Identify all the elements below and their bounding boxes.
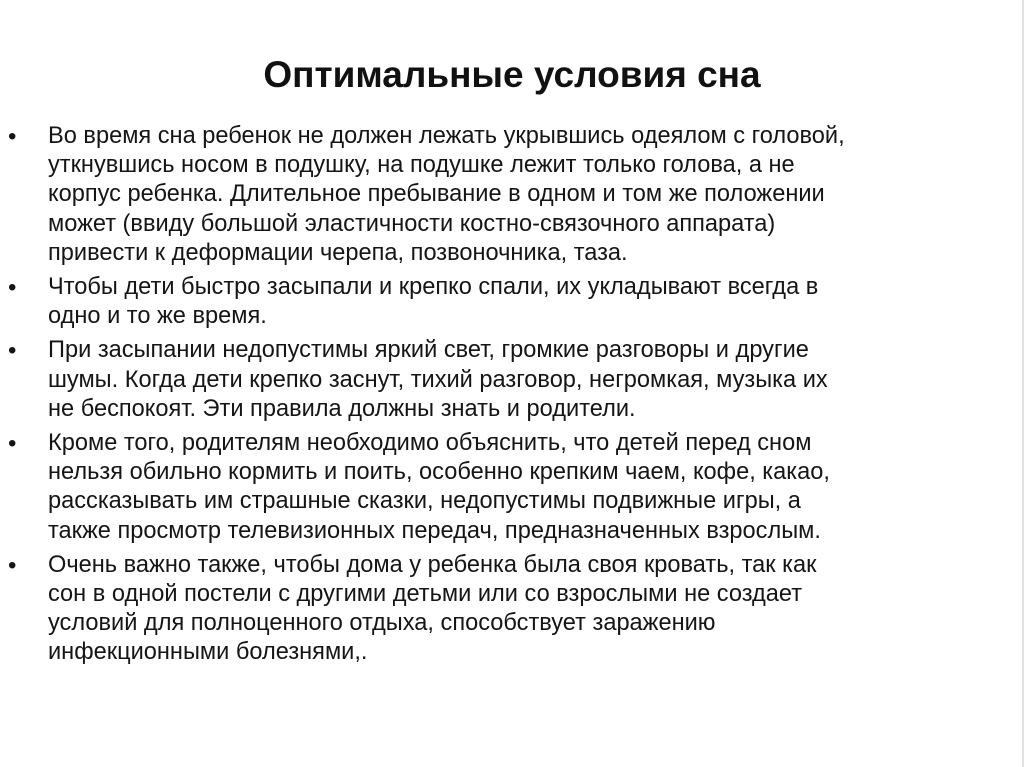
bullet-line: нельзя обильно кормить и поить, особенно крепким чаем, кофе, какао, <box>48 459 830 486</box>
bullet-list <box>8 122 1008 673</box>
bullet-line: рассказывать им страшные сказки, недопустимы подвижные игры, а <box>48 488 801 515</box>
bullet-line: уткнувшись носом в подушку, на подушке лежит только голова, а не <box>48 152 795 179</box>
bullet-line: условий для полноценного отдыха, способствует заражению <box>48 610 716 637</box>
bullet-line: Чтобы дети быстро засыпали и крепко спали, их укладывают всегда в <box>48 274 819 301</box>
bullet-dot-icon: • <box>8 337 17 365</box>
bullet-line: может (ввиду большой эластичности костно-связочного аппарата) <box>48 210 776 237</box>
bullet-line: не беспокоят. Эти правила должны знать и родители. <box>48 395 636 422</box>
bullet-item <box>8 122 1008 268</box>
bullet-line: При засыпании недопустимы яркий свет, громкие разговоры и другие <box>48 337 809 364</box>
page-title: Оптимальные условия сна <box>263 53 761 95</box>
bullet-line: инфекционными болезнями,. <box>48 639 368 666</box>
bullet-line: шумы. Когда дети крепко заснут, тихий разговор, негромкая, музыка их <box>48 366 828 393</box>
bullet-line: также просмотр телевизионных передач, предназначенных взрослым. <box>48 517 821 544</box>
bullet-item <box>8 429 1008 546</box>
bullet-text <box>48 429 1008 546</box>
bullet-dot-icon: • <box>8 551 17 579</box>
bullet-text <box>48 122 1008 268</box>
bullet-item <box>8 551 1008 668</box>
bullet-text <box>48 551 1008 668</box>
bullet-item <box>8 273 1008 331</box>
bullet-line: корпус ребенка. Длительное пребывание в одном и том же положении <box>48 181 825 208</box>
bullet-dot-icon: • <box>8 274 17 302</box>
bullet-line: сон в одной постели с другими детьми или со взрослыми не создает <box>48 581 803 608</box>
bullet-dot-icon: • <box>8 430 17 458</box>
bullet-item <box>8 336 1008 424</box>
bullet-line: Кроме того, родителям необходимо объяснить, что детей перед сном <box>48 430 812 457</box>
bullet-text <box>48 336 1008 424</box>
bullet-line: одно и то же время. <box>48 303 267 330</box>
bullet-line: Во время сна ребенок не должен лежать укрывшись одеялом с головой, <box>48 123 845 149</box>
bullet-line: привести к деформации черепа, позвоночника, таза. <box>48 239 628 266</box>
bullet-line: Очень важно также, чтобы дома у ребенка была своя кровать, так как <box>48 551 817 578</box>
bullet-text <box>48 273 1008 331</box>
bullet-dot-icon: • <box>8 123 17 150</box>
